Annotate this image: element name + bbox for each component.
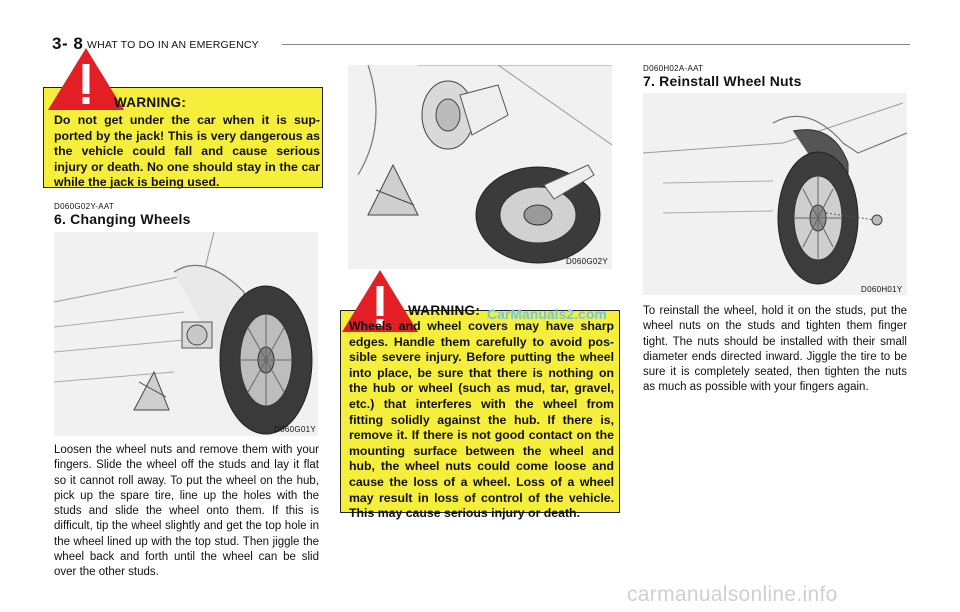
section-heading: 6. Changing Wheels <box>54 211 191 227</box>
section-code: D060G02Y-AAT <box>54 202 115 211</box>
section-code: D060H02A-AAT <box>643 64 704 73</box>
reinstall-text: To reinstall the wheel, hold it on the studs, put the wheel nuts on the studs and tighten them finger tight. The nuts should be installed with their small diameter ends directed inward. Jiggle the tire to be sure it is completely seated, then tighten the nuts as much as possible with your fingers again. <box>643 305 907 394</box>
changing-wheel-illustration <box>54 232 318 436</box>
warning-text: Wheels and wheel covers may have sharp edges. Handle them carefully to avoid pos-sible severe injury. Before putting the wheel into place, be sure that there is nothing on the hub or wheel (such as mud, tar, gravel, etc.) that interferes with the wheel from fitting solidly against the hub. If there is, remove it. If there is not good contact on the mounting surface between the wheel and hub, the wheel nuts could come loose and cause the loss of a wheel. Loss of a wheel may result in loss of control of the vehicle. This may cause serious injury or death. <box>349 319 614 521</box>
figure-code: D060H01Y <box>861 285 903 294</box>
figure-code: D060G01Y <box>274 425 316 434</box>
page-number: 3- 8 <box>52 34 84 53</box>
watermark-footer: carmanualsonline.info <box>627 583 838 606</box>
warning-title: WARNING: <box>114 95 187 110</box>
warning-text: Do not get under the car when it is sup-ported by the jack! This is very dangerous as the vehicle could fall and cause serious injury or death. No one should stay in the car while the jack is being used. <box>54 113 320 190</box>
changing-wheels-text: Loosen the wheel nuts and remove them with your fingers. Slide the wheel off the studs and lay it flat so it cannot roll away. To put the wheel on the hub, pick up the spare tire, line up the holes with the studs and slide the wheel onto them. If this is difficult, tip the wheel slightly and get the top hole in the wheel lined up with the top stud. Then jiggle the wheel back and forth until the wheel can be slid over the other studs. <box>54 444 319 579</box>
reinstall-nuts-drawing <box>643 93 907 295</box>
header-rule <box>282 44 910 45</box>
spare-tire-illustration <box>348 65 612 269</box>
warning-title: WARNING: <box>408 303 481 318</box>
car-jack-wheel-drawing <box>54 232 318 436</box>
section-heading: 7. Reinstall Wheel Nuts <box>643 73 802 89</box>
watermark-overlay: CarManuals2.com <box>487 306 607 322</box>
page-header <box>52 34 912 54</box>
section-title: WHAT TO DO IN AN EMERGENCY <box>87 39 259 51</box>
spare-tire-drawing <box>348 65 612 269</box>
figure-code: D060G02Y <box>566 257 608 266</box>
reinstall-nuts-illustration <box>643 93 907 295</box>
